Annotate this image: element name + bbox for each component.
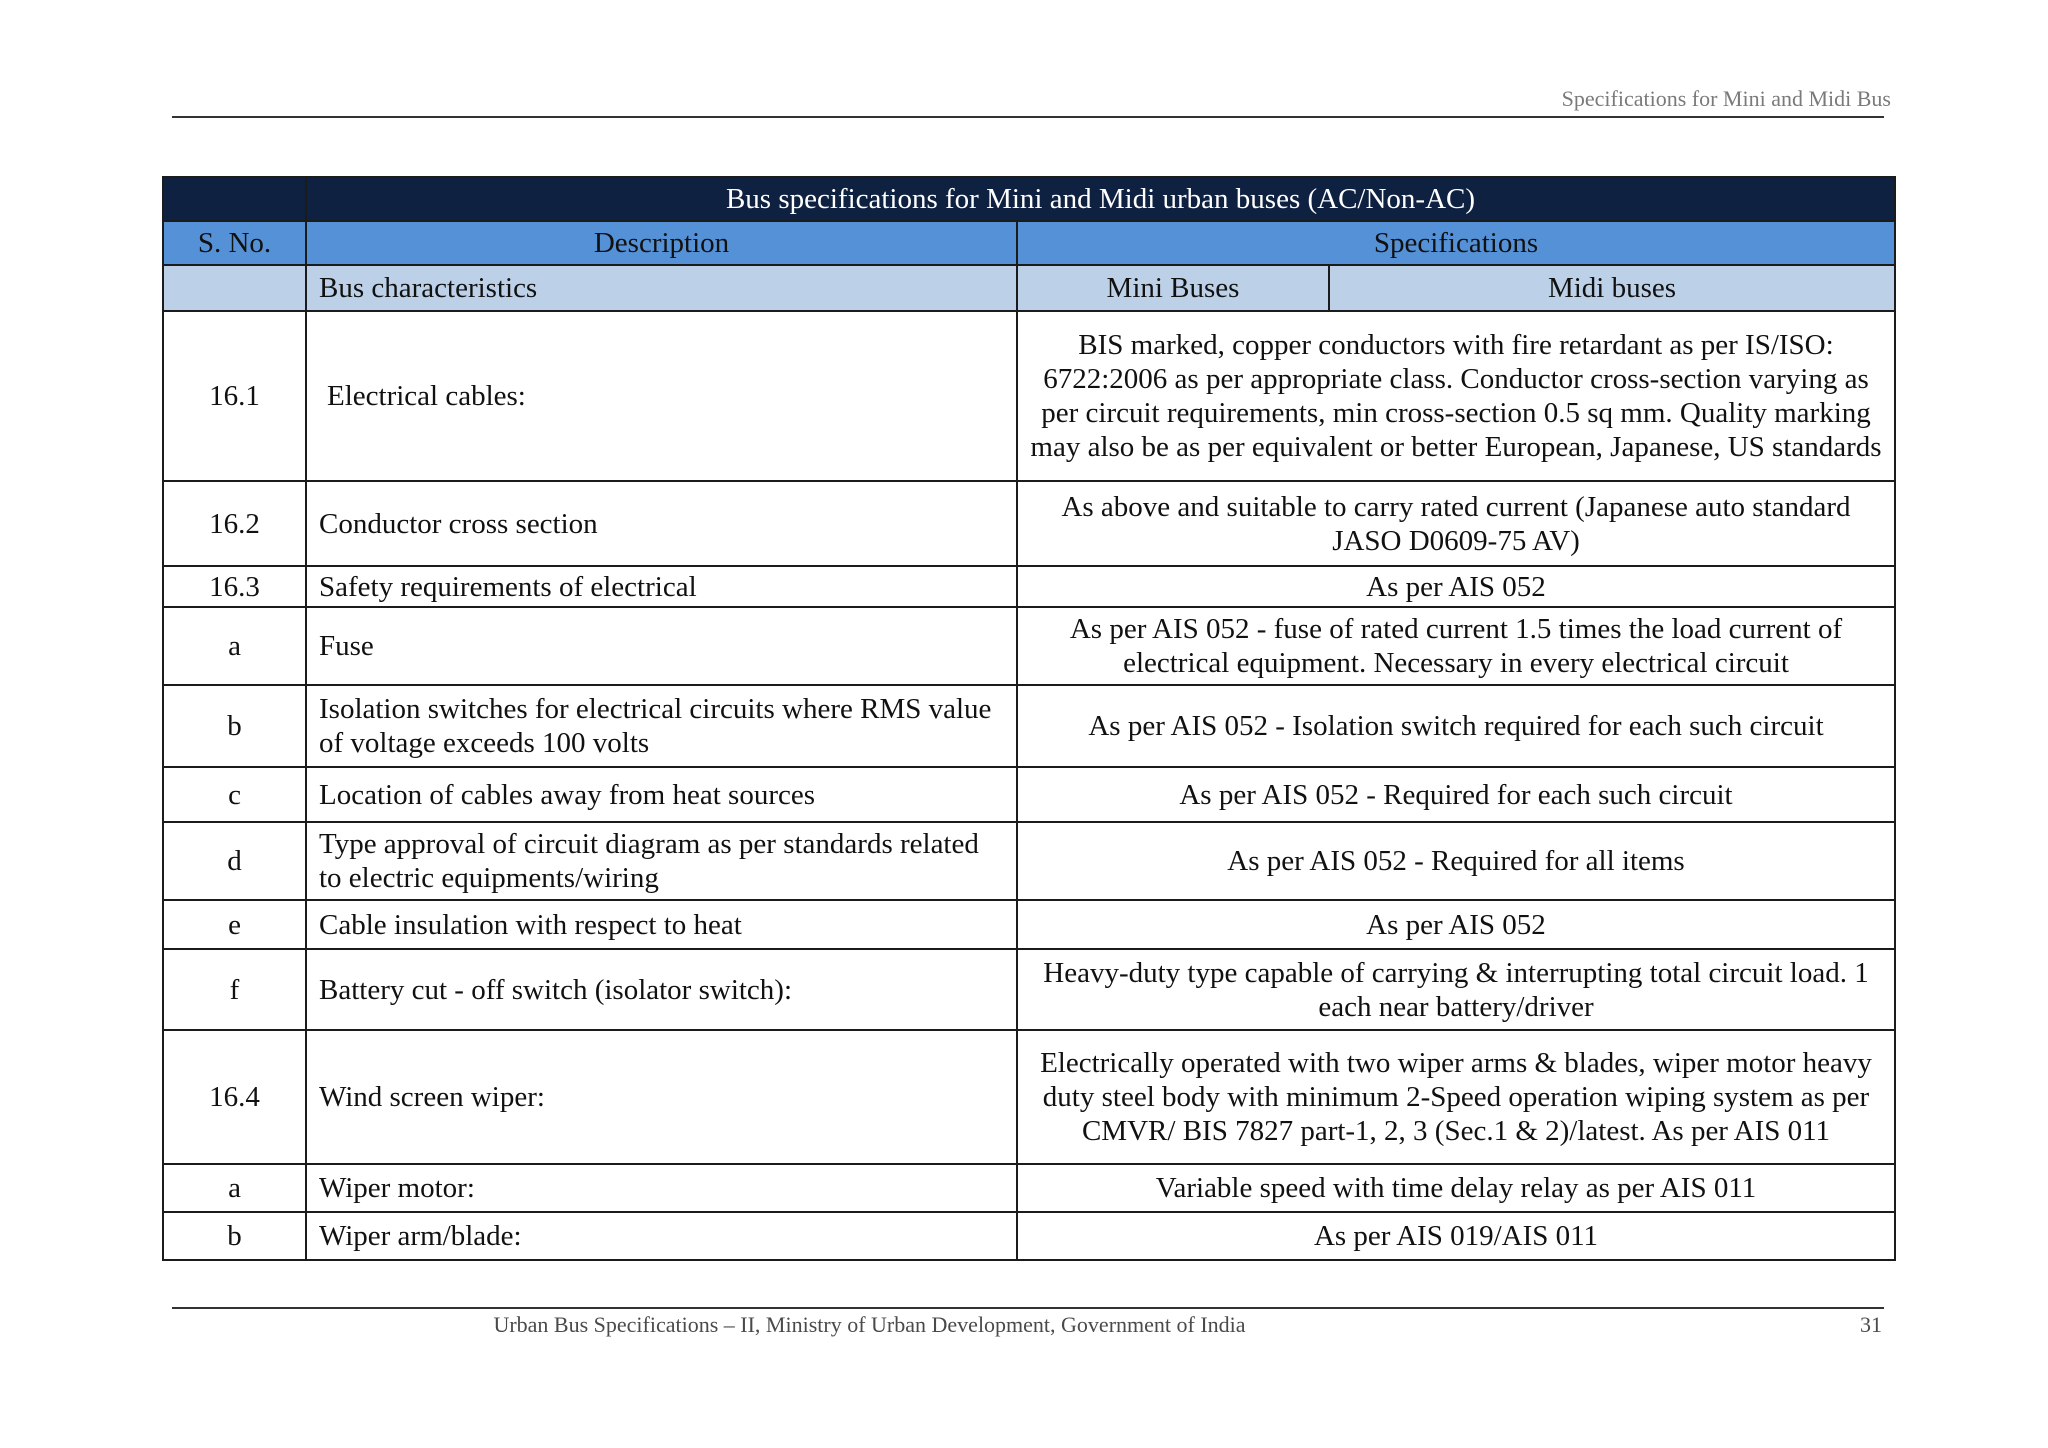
table-row <box>163 607 1895 685</box>
row-sno: f <box>163 949 306 1030</box>
row-specification: As per AIS 052 - Required for each such circuit <box>1017 767 1895 822</box>
row-specification: As per AIS 019/AIS 011 <box>1017 1212 1895 1260</box>
row-specification: As above and suitable to carry rated current (Japanese auto standard JASO D0609-75 AV) <box>1017 481 1895 566</box>
row-description: Type approval of circuit diagram as per standards related to electric equipments/wiring <box>306 822 1017 900</box>
col-description-header: Description <box>306 221 1017 265</box>
table-row <box>163 949 1895 1030</box>
row-description: Conductor cross section <box>306 481 1017 566</box>
spec-table <box>162 176 1896 1261</box>
row-sno: e <box>163 900 306 949</box>
footer-text: Urban Bus Specifications – II, Ministry of Urban Development, Government of India <box>493 1312 1246 1337</box>
row-description: Wiper motor: <box>306 1164 1017 1212</box>
row-sno: 16.2 <box>163 481 306 566</box>
sub-characteristics-header: Bus characteristics <box>306 265 1017 311</box>
table-row <box>163 311 1895 481</box>
table-row <box>163 481 1895 566</box>
row-sno: 16.1 <box>163 311 306 481</box>
row-specification: As per AIS 052 <box>1017 900 1895 949</box>
row-specification: As per AIS 052 - fuse of rated current 1.5 times the load current of electrical equipment. Necessary in every electrical circuit <box>1017 607 1895 685</box>
row-specification: As per AIS 052 - Isolation switch required for each such circuit <box>1017 685 1895 767</box>
col-specifications-header: Specifications <box>1017 221 1895 265</box>
row-sno: a <box>163 1164 306 1212</box>
title-blank-cell <box>163 177 306 221</box>
sub-header-row <box>163 265 1895 311</box>
table-title-row <box>163 177 1895 221</box>
row-sno: 16.4 <box>163 1030 306 1164</box>
row-description: Wind screen wiper: <box>306 1030 1017 1164</box>
row-description: Isolation switches for electrical circuits where RMS value of voltage exceeds 100 volts <box>306 685 1017 767</box>
sub-blank-cell <box>163 265 306 311</box>
table-row <box>163 1212 1895 1260</box>
table-title: Bus specifications for Mini and Midi urban buses (AC/Non-AC) <box>306 177 1895 221</box>
row-description: Fuse <box>306 607 1017 685</box>
table-row <box>163 822 1895 900</box>
table-row <box>163 1030 1895 1164</box>
table-row <box>163 767 1895 822</box>
row-description: Electrical cables: <box>306 311 1017 481</box>
row-specification: As per AIS 052 - Required for all items <box>1017 822 1895 900</box>
running-header: Specifications for Mini and Midi Bus <box>1561 86 1891 111</box>
column-header-row <box>163 221 1895 265</box>
col-sno-header: S. No. <box>163 221 306 265</box>
table-row <box>163 566 1895 607</box>
page-number: 31 <box>1860 1312 1882 1337</box>
row-sno: 16.3 <box>163 566 306 607</box>
table-row <box>163 900 1895 949</box>
row-specification: BIS marked, copper conductors with fire retardant as per IS/ISO: 6722:2006 as per appropriate class. Conductor cross-section varying as per circuit requirements, min cross-section 0.5 sq mm. Quality marking may also be as per equivalent or better European, Japanese, US standards <box>1017 311 1895 481</box>
row-sno: b <box>163 1212 306 1260</box>
row-specification: Variable speed with time delay relay as per AIS 011 <box>1017 1164 1895 1212</box>
row-specification: Electrically operated with two wiper arms & blades, wiper motor heavy duty steel body with minimum 2-Speed operation wiping system as per CMVR/ BIS 7827 part-1, 2, 3 (Sec.1 & 2)/latest. As per AIS 011 <box>1017 1030 1895 1164</box>
row-sno: c <box>163 767 306 822</box>
table-row <box>163 1164 1895 1212</box>
row-sno: a <box>163 607 306 685</box>
row-description: Cable insulation with respect to heat <box>306 900 1017 949</box>
row-sno: d <box>163 822 306 900</box>
header-divider <box>172 116 1884 118</box>
row-specification: Heavy-duty type capable of carrying & interrupting total circuit load. 1 each near battery/driver <box>1017 949 1895 1030</box>
row-description: Location of cables away from heat sources <box>306 767 1017 822</box>
row-description: Safety requirements of electrical <box>306 566 1017 607</box>
footer-divider <box>172 1307 1884 1309</box>
row-description: Wiper arm/blade: <box>306 1212 1017 1260</box>
row-sno: b <box>163 685 306 767</box>
sub-midi-header: Midi buses <box>1329 265 1895 311</box>
row-specification: As per AIS 052 <box>1017 566 1895 607</box>
table-row <box>163 685 1895 767</box>
sub-mini-header: Mini Buses <box>1017 265 1329 311</box>
row-description: Battery cut - off switch (isolator switch): <box>306 949 1017 1030</box>
